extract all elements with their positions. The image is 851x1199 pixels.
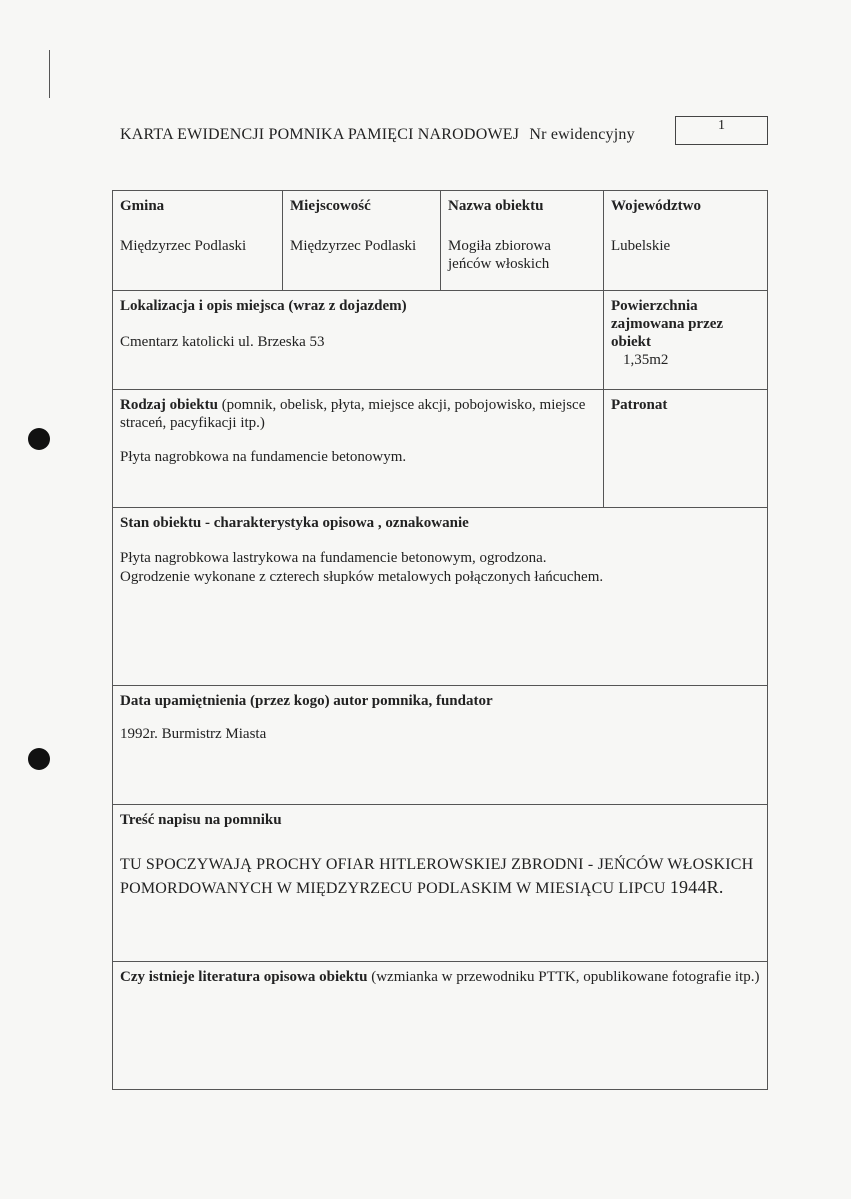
- cell-rodzaj: [113, 390, 604, 507]
- scan-mark: [49, 50, 50, 98]
- label-nazwa-obiektu: Nazwa obiektu: [448, 198, 544, 214]
- cell-stan: [113, 508, 767, 593]
- value-tresc-line1: TU SPOCZYWAJĄ PROCHY OFIAR HITLEROWSKIEJ ZBRODNI - JEŃCÓW WŁOSKICH: [120, 856, 754, 873]
- nr-value: 1: [718, 118, 725, 133]
- cell-nazwa-obiektu: [441, 191, 604, 290]
- hint-literatura: (wzmianka w przewodniku PTTK, opublikowane fotografie itp.): [371, 969, 760, 985]
- page-title: [120, 126, 635, 144]
- nr-ewidencyjny-box: [675, 116, 768, 145]
- value-nazwa-obiektu: Mogiła zbiorowa jeńców włoskich: [448, 238, 551, 272]
- label-rodzaj: Rodzaj obiektu: [120, 397, 218, 413]
- cell-lokalizacja: [113, 291, 604, 389]
- value-stan-line1: Płyta nagrobkowa lastrykowa na fundamencie betonowym, ogrodzona.: [120, 550, 547, 566]
- cell-miejscowosc: [283, 191, 441, 290]
- value-powierzchnia: 1,35m2: [623, 352, 669, 368]
- row-rodzaj: [113, 390, 767, 508]
- value-lokalizacja: Cmentarz katolicki ul. Brzeska 53: [120, 334, 325, 350]
- value-gmina: Międzyrzec Podlaski: [120, 238, 247, 254]
- row-literatura: [113, 962, 767, 1089]
- label-wojewodztwo: Województwo: [611, 198, 701, 214]
- row-lokalizacja: [113, 291, 767, 390]
- punch-hole-top: [28, 428, 50, 450]
- label-data-upamietnienia: Data upamiętnienia (przez kogo) autor pomnika, fundator: [120, 693, 493, 709]
- label-stan: Stan obiektu - charakterystyka opisowa , oznakowanie: [120, 515, 469, 531]
- label-gmina: Gmina: [120, 198, 165, 214]
- hint-rodzaj: (pomnik, obelisk, płyta, miejsce akcji, pobojowisko, miejsce straceń, pacyfikacji itp.): [120, 397, 586, 431]
- cell-gmina: [113, 191, 283, 290]
- value-wojewodztwo: Lubelskie: [611, 238, 671, 254]
- cell-wojewodztwo: [604, 191, 767, 290]
- value-tresc-line2-text: POMORDOWANYCH W MIĘDZYRZECU PODLASKIM W MIESIĄCU LIPCU: [120, 880, 666, 897]
- value-data-upamietnienia: 1992r. Burmistrz Miasta: [120, 726, 267, 742]
- row-data-upamietnienia: [113, 686, 767, 805]
- value-tresc-year: 1944R.: [669, 877, 724, 897]
- record-form: [112, 190, 768, 1090]
- value-rodzaj: Płyta nagrobkowa na fundamencie betonowym.: [120, 449, 407, 465]
- label-powierzchnia: Powierzchnia zajmowana przez obiekt: [611, 298, 724, 350]
- cell-data-upamietnienia: [113, 686, 767, 750]
- form-title: KARTA EWIDENCJI POMNIKA PAMIĘCI NARODOWEJ: [120, 126, 520, 143]
- nr-label: Nr ewidencyjny: [529, 126, 635, 143]
- label-lokalizacja: Lokalizacja i opis miejsca (wraz z dojazdem): [120, 298, 407, 314]
- cell-literatura: [113, 962, 767, 993]
- value-miejscowosc: Międzyrzec Podlaski: [290, 238, 417, 254]
- label-patronat: Patronat: [611, 397, 668, 413]
- label-miejscowosc: Miejscowość: [290, 198, 371, 214]
- row-tresc: [113, 805, 767, 962]
- label-literatura: Czy istnieje literatura opisowa obiektu: [120, 969, 368, 985]
- cell-patronat: [604, 390, 767, 507]
- rodzaj-heading: [120, 396, 596, 432]
- value-stan-line2: Ogrodzenie wykonane z czterech słupków metalowych połączonych łańcuchem.: [120, 569, 604, 585]
- punch-hole-bottom: [28, 748, 50, 770]
- row-identification: [113, 191, 767, 291]
- label-tresc: Treść napisu na pomniku: [120, 812, 282, 828]
- row-stan: [113, 508, 767, 686]
- value-tresc-line2: [120, 876, 760, 900]
- cell-tresc: [113, 805, 767, 906]
- cell-powierzchnia: [604, 291, 767, 389]
